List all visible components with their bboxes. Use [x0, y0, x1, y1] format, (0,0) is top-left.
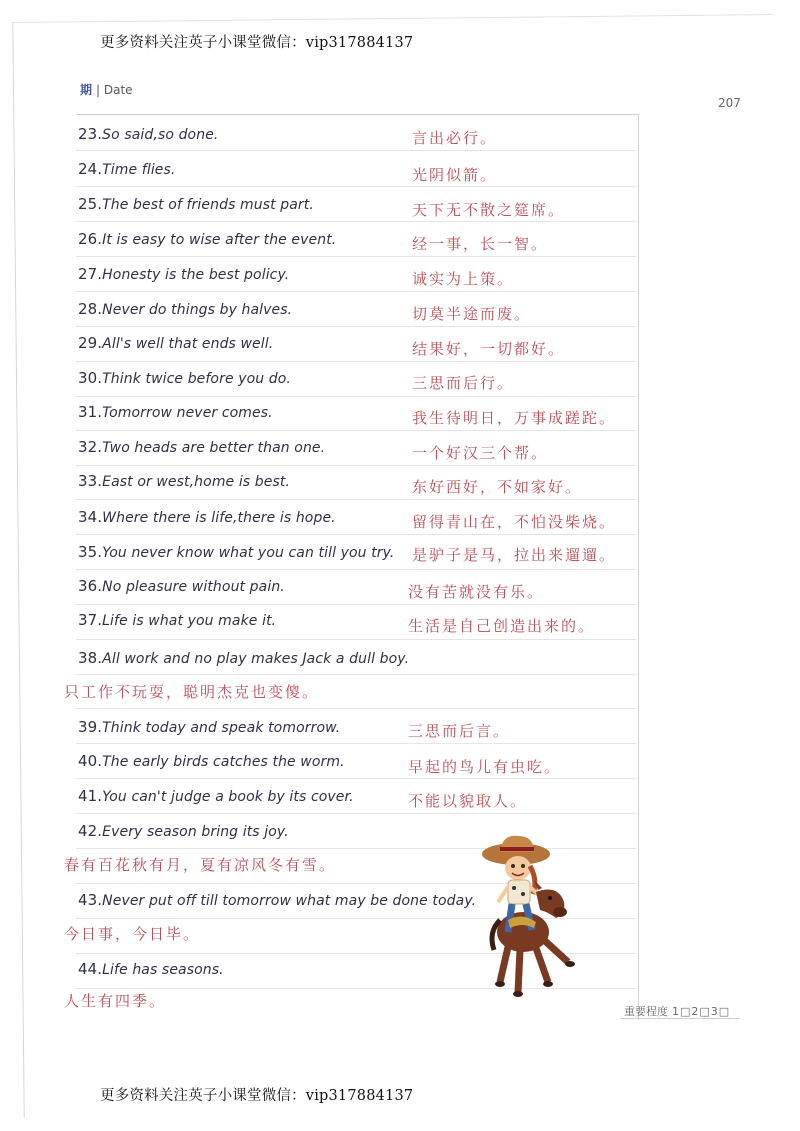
chinese-translation: 我生待明日，万事成蹉跎。	[412, 409, 617, 427]
importance-rating	[624, 1003, 730, 1019]
ruled-line	[76, 430, 636, 431]
english-proverb: 43.Never put off till tomorrow what may be done today.	[78, 891, 477, 909]
english-proverb: 44.Life has seasons.	[78, 960, 224, 978]
date-label: | Date	[96, 82, 133, 97]
chinese-translation: 天下无不散之筵席。	[412, 201, 566, 219]
english-proverb: 34.Where there is life,there is hope.	[78, 508, 336, 526]
english-proverb: 26.It is easy to wise after the event.	[78, 230, 337, 248]
chinese-translation: 留得青山在，不怕没柴烧。	[412, 513, 617, 531]
english-proverb: 35.You never know what you can till you try.	[78, 543, 395, 561]
chinese-translation: 人生有四季。	[64, 992, 167, 1010]
ruled-line	[76, 674, 636, 675]
ruled-line	[76, 256, 636, 257]
english-proverb: 23.So said,so done.	[78, 125, 219, 143]
date-glyph: 期	[80, 83, 93, 97]
watermark-top: 更多资料关注英子小课堂微信：vip317884137	[100, 35, 414, 51]
chinese-translation: 三思而后行。	[412, 374, 515, 392]
chinese-translation: 言出必行。	[412, 129, 498, 147]
ruled-line	[76, 361, 636, 362]
english-proverb: 33.East or west,home is best.	[78, 472, 290, 490]
chinese-translation: 今日事，今日毕。	[64, 925, 201, 943]
chinese-translation: 结果好，一切都好。	[412, 340, 566, 358]
ruled-line	[76, 186, 636, 187]
ruled-line	[76, 326, 636, 327]
english-proverb: 28.Never do things by halves.	[78, 300, 293, 318]
chinese-translation: 切莫半途而废。	[412, 305, 532, 323]
english-proverb: 31.Tomorrow never comes.	[78, 403, 273, 421]
ruled-line	[76, 534, 636, 535]
ruled-line	[76, 604, 636, 605]
ruled-line	[76, 708, 636, 709]
chinese-translation: 诚实为上策。	[412, 270, 515, 288]
ruled-line	[76, 499, 636, 500]
ruled-line	[76, 813, 636, 814]
english-proverb: 38.All work and no play makes Jack a dull boy.	[78, 649, 410, 667]
chinese-translation: 光阴似箭。	[412, 166, 498, 184]
english-proverb: 36.No pleasure without pain.	[78, 577, 285, 595]
ruled-line	[76, 743, 636, 744]
chinese-translation: 是驴子是马，拉出来遛遛。	[412, 546, 617, 564]
chinese-translation: 春有百花秋有月，夏有凉风冬有雪。	[64, 856, 337, 874]
chinese-translation: 三思而后言。	[408, 722, 511, 740]
english-proverb: 24.Time flies.	[78, 160, 176, 178]
date-header	[80, 81, 133, 98]
chinese-translation: 生活是自己创造出来的。	[408, 617, 596, 635]
ruled-line	[76, 778, 636, 779]
ruled-line	[76, 221, 636, 222]
english-proverb: 27.Honesty is the best policy.	[78, 265, 290, 283]
chinese-translation: 早起的鸟儿有虫吃。	[408, 758, 562, 776]
english-proverb: 25.The best of friends must part.	[78, 195, 314, 213]
cowgirl-on-horse-icon	[478, 832, 588, 1002]
english-proverb: 32.Two heads are better than one.	[78, 438, 326, 456]
english-proverb: 41.You can't judge a book by its cover.	[78, 787, 354, 805]
ruled-line	[76, 639, 636, 640]
ruled-line	[76, 569, 636, 570]
english-proverb: 40.The early birds catches the worm.	[78, 752, 345, 770]
ruled-line	[76, 150, 636, 151]
importance-boxes: 1□2□3□	[672, 1004, 731, 1018]
chinese-translation: 没有苦就没有乐。	[408, 583, 545, 601]
ruled-line	[76, 465, 636, 466]
chinese-translation: 不能以貌取人。	[408, 792, 528, 810]
page-number: 207	[718, 96, 741, 110]
english-proverb: 37.Life is what you make it.	[78, 611, 277, 629]
chinese-translation: 东好西好，不如家好。	[412, 478, 583, 496]
watermark-bottom: 更多资料关注英子小课堂微信：vip317884137	[100, 1088, 414, 1104]
english-proverb: 39.Think today and speak tomorrow.	[78, 718, 341, 736]
english-proverb: 30.Think twice before you do.	[78, 369, 291, 387]
chinese-translation: 只工作不玩耍，聪明杰克也变傻。	[64, 683, 320, 701]
importance-label: 重要程度	[624, 1005, 668, 1018]
ruled-line	[76, 291, 636, 292]
chinese-translation: 经一事，长一智。	[412, 235, 549, 253]
english-proverb: 29.All's well that ends well.	[78, 334, 274, 352]
chinese-translation: 一个好汉三个帮。	[412, 444, 549, 462]
english-proverb: 42.Every season bring its joy.	[78, 822, 289, 840]
ruled-line	[76, 396, 636, 397]
